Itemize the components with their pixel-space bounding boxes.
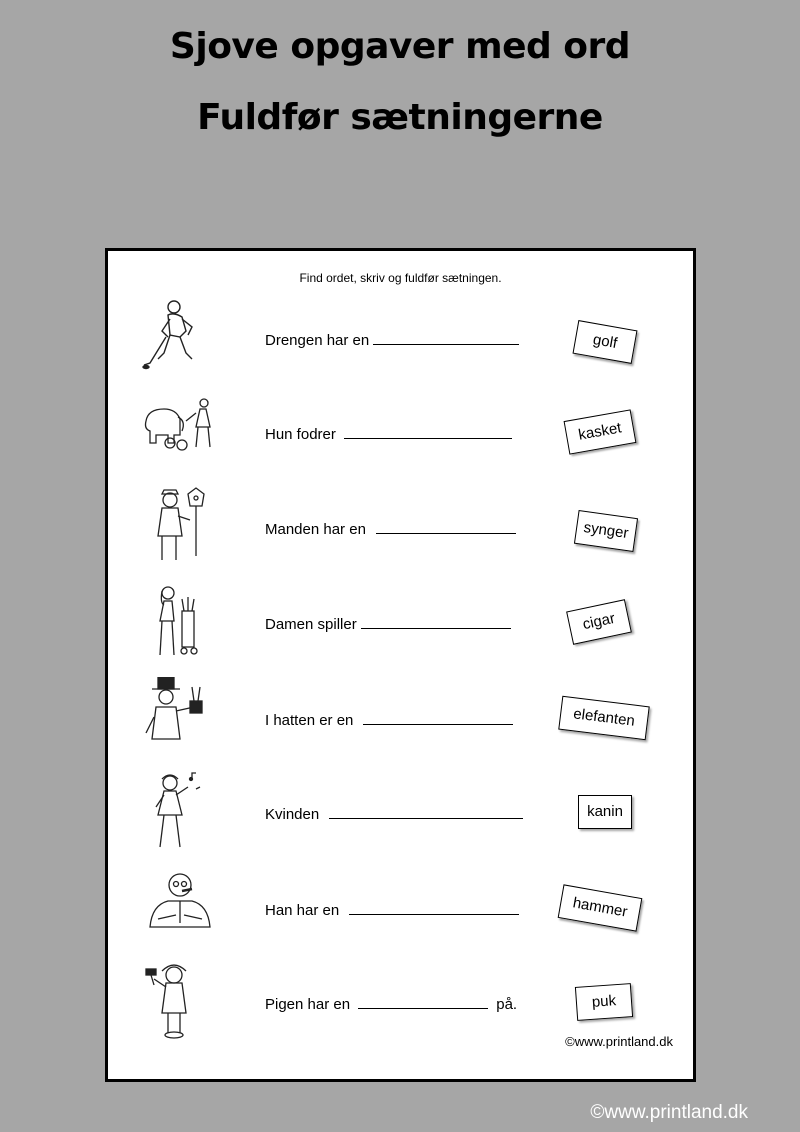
sentence-row (108, 297, 693, 387)
answer-blank[interactable] (344, 424, 512, 439)
word-card[interactable]: cigar (566, 599, 632, 645)
word-card[interactable]: puk (575, 983, 633, 1021)
magician-with-rabbit-icon (140, 677, 220, 757)
sentence-text: I hatten er en (265, 710, 513, 729)
sentence-row (108, 486, 693, 576)
sentence-text: Manden har en (265, 519, 516, 538)
word-card[interactable]: elefanten (558, 696, 649, 740)
sentence-text: Drengen har en (265, 330, 519, 349)
word-card[interactable]: kasket (564, 409, 637, 454)
instruction-text: Find ordet, skriv og fuldfør sætningen. (299, 271, 502, 285)
word-card[interactable]: golf (573, 320, 638, 364)
answer-blank[interactable] (363, 710, 513, 725)
man-with-birdhouse-icon (140, 486, 220, 566)
answer-blank[interactable] (329, 804, 523, 819)
girl-with-hammer-icon (140, 961, 220, 1041)
word-card[interactable]: synger (574, 510, 638, 552)
sentence-row (108, 581, 693, 671)
sentence-row (108, 391, 693, 481)
woman-feeding-elephant-icon (140, 391, 220, 471)
sentence-row (108, 677, 693, 767)
page-title-line1: Sjove opgaver med ord (169, 26, 631, 67)
answer-blank[interactable] (373, 330, 519, 345)
answer-blank[interactable] (349, 900, 519, 915)
sentence-text: Han har en (265, 900, 519, 919)
word-card[interactable]: kanin (578, 795, 632, 829)
answer-blank[interactable] (376, 519, 516, 534)
worksheet (105, 248, 696, 1082)
sentence-row (108, 771, 693, 861)
sentence-row (108, 867, 693, 957)
man-with-cigar-icon (140, 867, 220, 947)
singing-woman-icon (140, 771, 220, 851)
woman-with-golf-bag-icon (140, 581, 220, 661)
word-card[interactable]: hammer (558, 884, 643, 931)
page-copyright: ©www.printland.dk (590, 1102, 748, 1123)
sheet-copyright: ©www.printland.dk (565, 1034, 673, 1049)
answer-blank[interactable] (358, 994, 488, 1009)
hockey-player-icon (140, 297, 220, 377)
sentence-text: Kvinden (265, 804, 523, 823)
page-title-line2: Fuldfør sætningerne (197, 97, 603, 138)
sentence-text: Pigen har en på. (265, 996, 518, 1013)
sentence-text: Damen spiller (265, 614, 511, 633)
answer-blank[interactable] (361, 614, 511, 629)
sentence-text: Hun fodrer (265, 424, 512, 443)
